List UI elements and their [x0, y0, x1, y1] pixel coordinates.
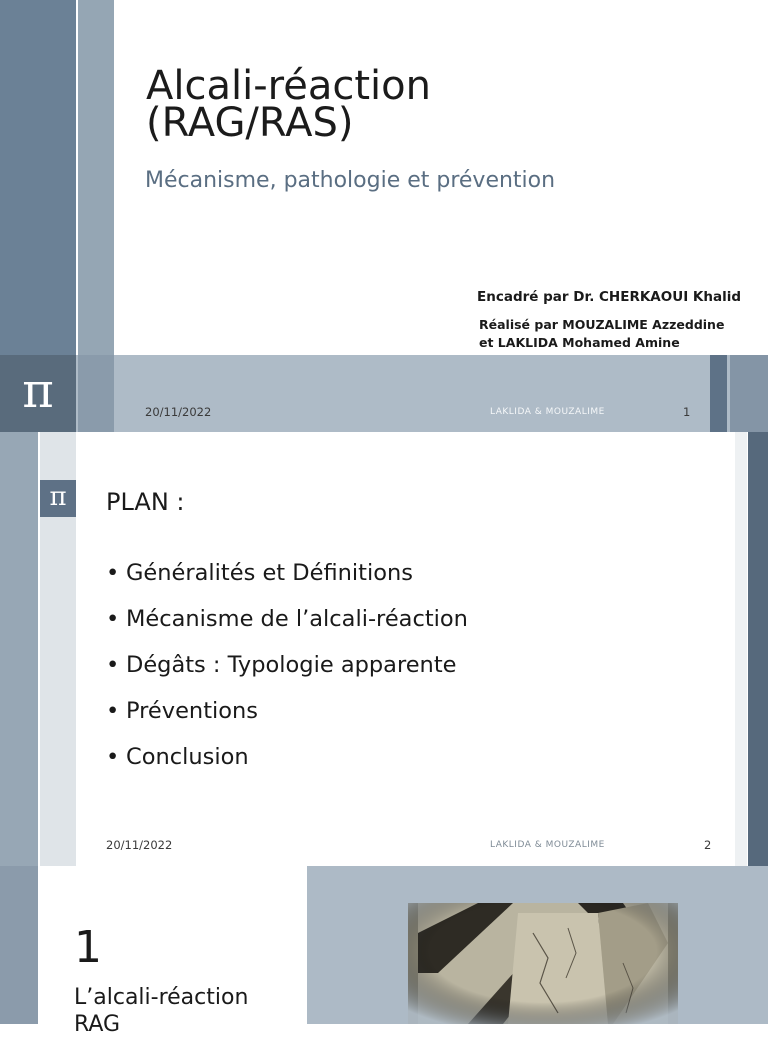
list-item	[106, 734, 468, 780]
plan-list	[106, 550, 468, 780]
bullet-icon: •	[106, 652, 120, 678]
slide-2	[0, 432, 768, 866]
plan-heading: PLAN :	[106, 488, 185, 516]
authors-line-1: Réalisé par MOUZALIME Azzeddine	[479, 317, 725, 332]
list-item-label: Mécanisme de l’alcali-réaction	[126, 606, 468, 632]
damaged-concrete-photo-icon	[408, 903, 678, 1024]
bullet-icon: •	[106, 744, 120, 770]
right-accent-bar-light	[730, 355, 768, 432]
left-accent-strip	[0, 866, 38, 1024]
left-accent-strip	[0, 432, 38, 866]
bullet-icon: •	[106, 560, 120, 586]
pi-icon: π	[22, 363, 54, 419]
list-item	[106, 688, 468, 734]
footer-authors: LAKLIDA & MOUZALIME	[490, 840, 605, 850]
authors-text	[479, 316, 724, 352]
slide-3	[0, 866, 768, 1037]
bullet-icon: •	[106, 698, 120, 724]
bullet-icon: •	[106, 606, 120, 632]
footer-date: 20/11/2022	[106, 838, 173, 852]
list-item	[106, 642, 468, 688]
pi-icon: π	[49, 482, 67, 512]
slide-title: Alcali-réaction (RAG/RAS)	[146, 63, 431, 146]
right-accent-strip	[748, 432, 768, 866]
list-item-label: Préventions	[126, 698, 259, 724]
section-number: 1	[74, 922, 102, 973]
footer-page-number: 1	[683, 405, 691, 419]
list-item-label: Conclusion	[126, 744, 249, 770]
list-item	[106, 596, 468, 642]
supervisor-text: Encadré par Dr. CHERKAOUI Khalid	[477, 289, 742, 305]
footer-band	[0, 355, 768, 432]
footer-authors: LAKLIDA & MOUZALIME	[490, 407, 605, 417]
left-accent-strip	[0, 0, 76, 355]
left-accent-strip-light	[78, 0, 114, 355]
footer-accent	[78, 355, 114, 432]
right-accent-strip-light	[735, 432, 747, 866]
section-title: L’alcali-réaction RAG	[74, 985, 249, 1037]
authors-line-2: et LAKLIDA Mohamed Amine	[479, 335, 680, 350]
slide-1	[0, 0, 768, 432]
footer-page-number: 2	[704, 838, 712, 852]
pi-logo-box	[40, 480, 76, 517]
slide-subtitle: Mécanisme, pathologie et prévention	[145, 168, 556, 193]
pi-logo-box	[0, 355, 76, 432]
right-accent-bar	[710, 355, 727, 432]
list-item	[106, 550, 468, 596]
list-item-label: Généralités et Définitions	[126, 560, 413, 586]
footer-date: 20/11/2022	[145, 405, 212, 419]
list-item-label: Dégâts : Typologie apparente	[126, 652, 457, 678]
